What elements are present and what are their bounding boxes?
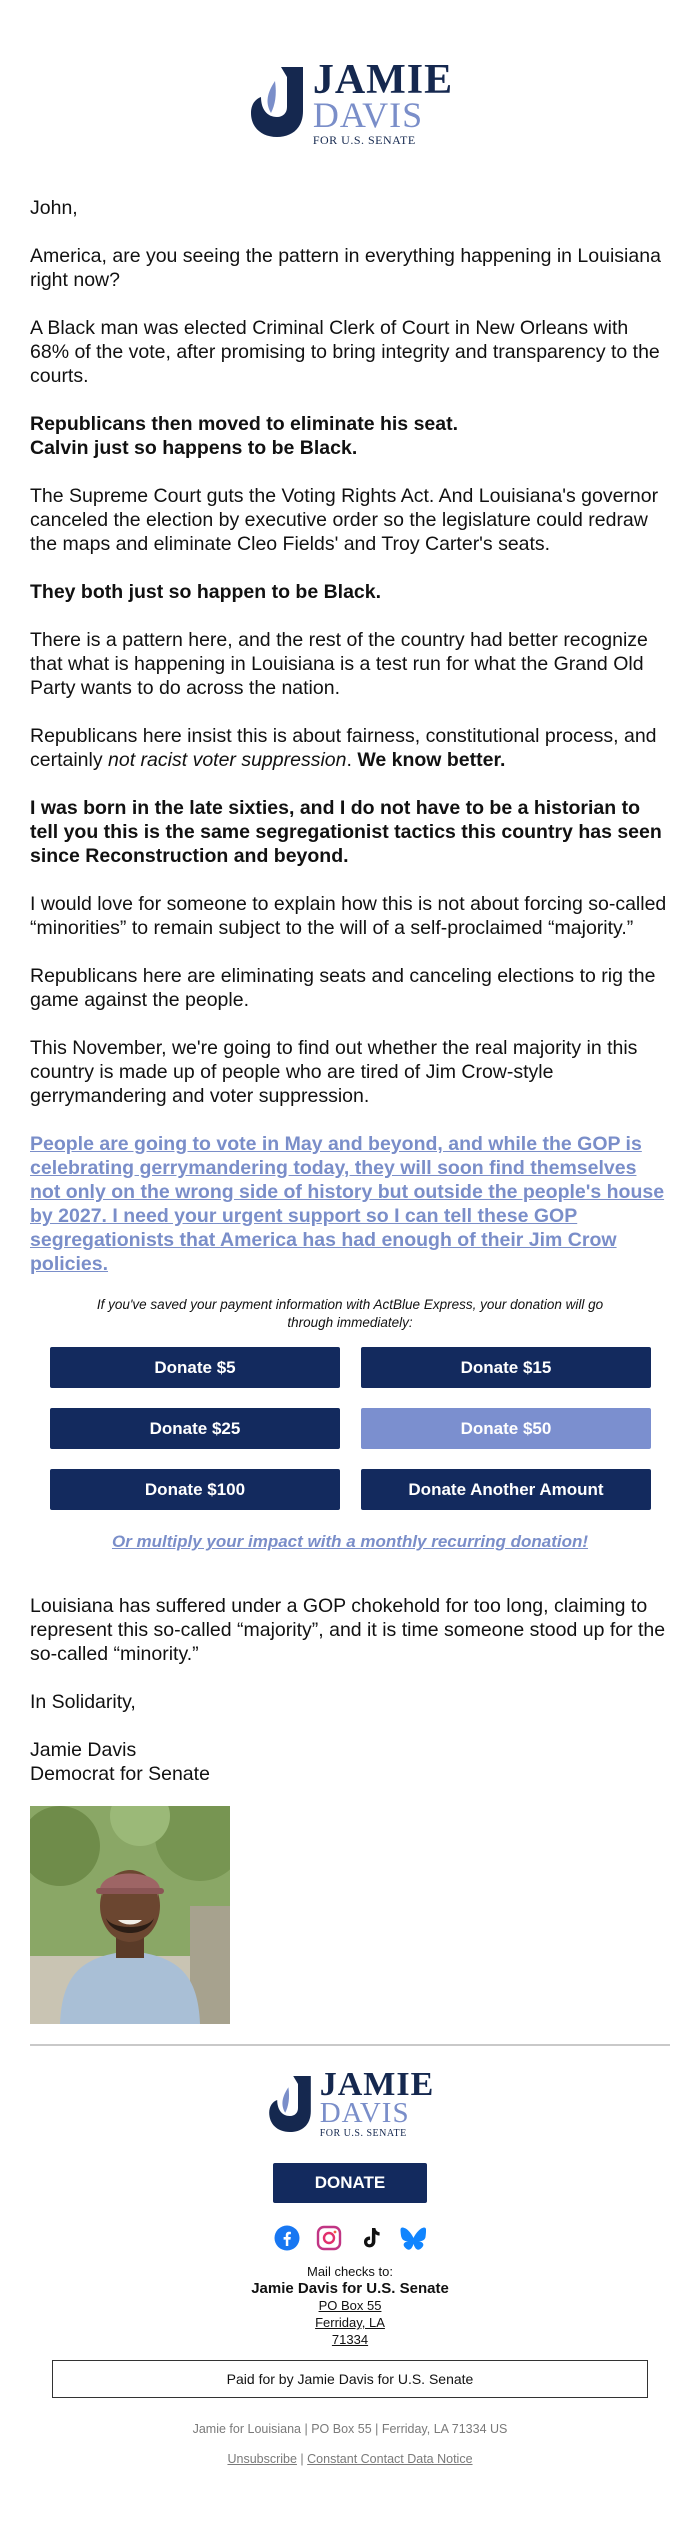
data-notice-link[interactable]: Constant Contact Data Notice	[307, 2452, 473, 2466]
paid-for-disclaimer: Paid for by Jamie Davis for U.S. Senate	[52, 2360, 648, 2398]
paragraph-7-period: .	[346, 749, 358, 771]
paragraph-5: They both just so happen to be Black.	[30, 581, 382, 603]
paragraph-7-start: Republicans here insist this is about fairness, constitutional process, and certainly	[30, 725, 657, 771]
signoff: In Solidarity,	[30, 1691, 136, 1713]
facebook-icon[interactable]	[274, 2225, 300, 2251]
paragraph-10: Republicans here are eliminating seats and canceling elections to rig the game against the people.	[30, 965, 656, 1011]
donate-other-amount-button[interactable]: Donate Another Amount	[361, 1469, 651, 1510]
unsubscribe-link[interactable]: Unsubscribe	[227, 2452, 297, 2466]
unsubscribe-separator: |	[296, 2452, 308, 2466]
paragraph-1: America, are you seeing the pattern in everything happening in Louisiana right now?	[30, 245, 661, 291]
footer-logo-name-last: DAVIS	[319, 2097, 410, 2129]
mail-name: Jamie Davis for U.S. Senate	[251, 2280, 449, 2297]
logo-tagline: FOR U.S. SENATE	[312, 132, 416, 147]
greeting: John,	[30, 197, 78, 219]
instagram-icon[interactable]	[316, 2225, 342, 2251]
mail-address-line-2[interactable]: Ferriday, LA	[315, 2315, 385, 2330]
signature-title: Democrat for Senate	[30, 1763, 210, 1785]
tiktok-icon[interactable]	[358, 2225, 384, 2251]
candidate-photo	[30, 1806, 230, 2024]
paragraph-7-bold: We know better.	[357, 749, 506, 771]
footer-logo-name-first: JAMIE	[319, 2066, 435, 2103]
signature-name: Jamie Davis	[30, 1739, 137, 1761]
mail-info	[0, 2263, 700, 2348]
donate-5-button[interactable]: Donate $5	[50, 1347, 340, 1388]
unsubscribe-row	[0, 2452, 700, 2476]
paragraph-8: I was born in the late sixties, and I do not have to be a historian to tell you this is the same segregationist tactics this country has seen since Reconstruction and beyond.	[30, 797, 662, 867]
paragraph-6: There is a pattern here, and the rest of the country had better recognize that what is happening in Louisiana is a test run for what the Grand Old Party wants to do across the nation.	[30, 629, 648, 699]
paragraph-3-line-2: Calvin just so happens to be Black.	[30, 437, 358, 459]
donate-50-button[interactable]: Donate $50	[361, 1408, 651, 1449]
donate-100-button[interactable]: Donate $100	[50, 1469, 340, 1510]
paragraph-4: The Supreme Court guts the Voting Rights Act. And Louisiana's governor canceled the election by executive order so the legislature could redraw the maps and eliminate Cleo Fields' and Troy Carter's seats.	[30, 485, 659, 555]
candidate-photo-illustration	[30, 1806, 230, 2024]
monthly-donation-link[interactable]: Or multiply your impact with a monthly recurring donation!	[111, 1532, 589, 1551]
donate-25-button[interactable]: Donate $25	[50, 1408, 340, 1449]
legal-address: Jamie for Louisiana | PO Box 55 | Ferriday, LA 71334 US	[192, 2422, 508, 2436]
actblue-note: If you've saved your payment information with ActBlue Express, your donation will go through immediately:	[96, 1297, 604, 1330]
donate-15-button[interactable]: Donate $15	[361, 1347, 651, 1388]
mail-address-line-3[interactable]: 71334	[331, 2332, 369, 2347]
mail-address-line-1[interactable]: PO Box 55	[318, 2298, 382, 2313]
logo-name-last: DAVIS	[312, 94, 424, 135]
bluesky-icon[interactable]	[400, 2225, 426, 2251]
footer-logo-tagline: FOR U.S. SENATE	[319, 2128, 407, 2139]
paragraph-9: I would love for someone to explain how this is not about forcing so-called “minorities” to remain subject to the will of a self-proclaimed “majority.”	[30, 893, 667, 939]
signature	[30, 1738, 670, 1786]
cta-donate-link[interactable]: People are going to vote in May and beyond, and while the GOP is celebrating gerrymandering today, they will soon find themselves not only on the wrong side of history but outside the people's house by 2027. I need your urgent support so I can tell these GOP segregationists that America has had enough of their Jim Crow policies.	[30, 1133, 665, 1275]
logo-name-first: JAMIE	[312, 56, 454, 103]
paragraph-3	[30, 412, 670, 460]
paragraph-11: This November, we're going to find out whether the real majority in this country is made up of people who are tired of Jim Crow-style gerrymandering and voter suppression.	[30, 1037, 638, 1107]
donate-button-grid	[50, 1347, 650, 1510]
paragraph-3-line-1: Republicans then moved to eliminate his seat.	[30, 413, 459, 435]
footer-divider	[30, 2044, 670, 2046]
mail-label: Mail checks to:	[307, 2264, 393, 2279]
footer-donate-button[interactable]: DONATE	[273, 2163, 427, 2203]
paragraph-2: A Black man was elected Criminal Clerk of Court in New Orleans with 68% of the vote, after promising to bring integrity and transparency to the courts.	[30, 317, 660, 387]
footer-logo[interactable]	[0, 2068, 700, 2139]
header-logo[interactable]	[0, 0, 700, 147]
footer-logo-j-mark-icon	[266, 2074, 314, 2134]
email-body	[0, 140, 700, 2024]
logo-j-mark-icon	[247, 65, 307, 139]
paragraph-7	[30, 724, 670, 772]
social-links	[0, 2225, 700, 2251]
paragraph-7-italic: not racist voter suppression	[108, 749, 347, 771]
paragraph-12: Louisiana has suffered under a GOP chokehold for too long, claiming to represent this so-called “majority”, and it is time someone stood up for the so-called “minority.”	[30, 1595, 666, 1665]
